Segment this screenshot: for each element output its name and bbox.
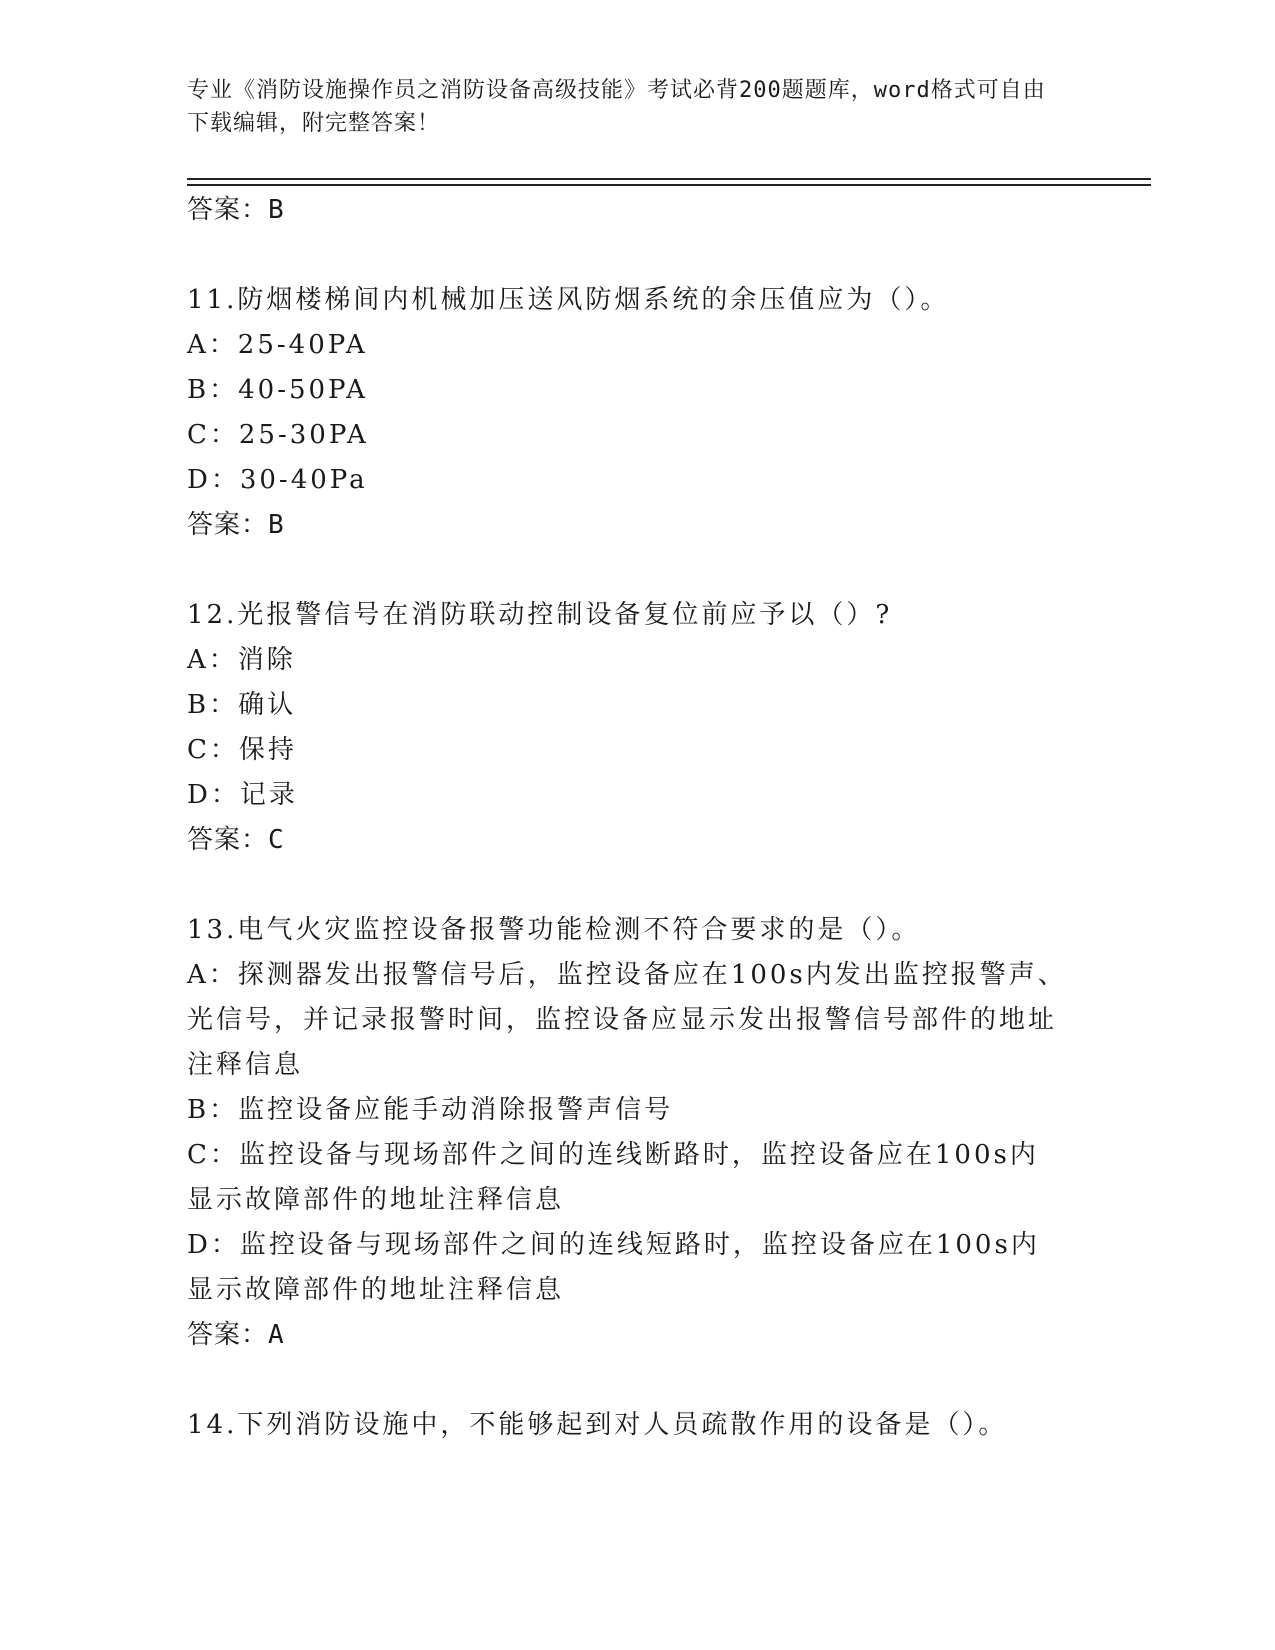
- spacer: [187, 548, 1067, 593]
- spacer: [187, 1358, 1067, 1403]
- option-b: B：监控设备应能手动消除报警声信号: [187, 1095, 674, 1125]
- header-rule-top: [187, 178, 1151, 180]
- header-rule-bottom: [187, 184, 1151, 186]
- question-14: [187, 1403, 1067, 1448]
- question-stem: 11.防烟楼梯间内机械加压送风防烟系统的余压值应为（）。: [187, 285, 950, 315]
- question-list: [187, 188, 1067, 1448]
- option-a: A：消除: [187, 645, 296, 675]
- option-c: C：25-30PA: [187, 420, 369, 450]
- option-b: B：40-50PA: [187, 375, 368, 405]
- option-c: C：保持: [187, 735, 297, 765]
- option-d: D：30-40Pa: [187, 465, 368, 495]
- spacer: [187, 863, 1067, 908]
- answer: 答案：B: [187, 510, 285, 540]
- option-d: D：记录: [187, 780, 298, 810]
- answer: 答案：C: [187, 825, 285, 855]
- question-stem: 12.光报警信号在消防联动控制设备复位前应予以（）?: [187, 600, 893, 630]
- document-header: 专业《消防设施操作员之消防设备高级技能》考试必背200题题库，word格式可自由下载编辑，附完整答案！: [187, 78, 1046, 136]
- question-13: [187, 908, 1067, 1358]
- option-a: A：探测器发出报警信号后，监控设备应在100s内发出监控报警声、光信号，并记录报警时间，监控设备应显示发出报警信号部件的地址注释信息: [187, 960, 1067, 1080]
- question-12: [187, 593, 1067, 863]
- question-11: [187, 278, 1067, 548]
- question-stem: 13.电气火灾监控设备报警功能检测不符合要求的是（）。: [187, 915, 921, 945]
- option-d: D：监控设备与现场部件之间的连线短路时，监控设备应在100s内显示故障部件的地址注释信息: [187, 1230, 1040, 1305]
- option-c: C：监控设备与现场部件之间的连线断路时，监控设备应在100s内显示故障部件的地址注释信息: [187, 1140, 1039, 1215]
- spacer: [187, 233, 1067, 278]
- option-a: A：25-40PA: [187, 330, 368, 360]
- option-b: B：确认: [187, 690, 297, 720]
- answer: 答案：A: [187, 1320, 285, 1350]
- answer-previous: 答案：B: [187, 195, 285, 225]
- question-stem: 14.下列消防设施中，不能够起到对人员疏散作用的设备是（）。: [187, 1410, 1008, 1440]
